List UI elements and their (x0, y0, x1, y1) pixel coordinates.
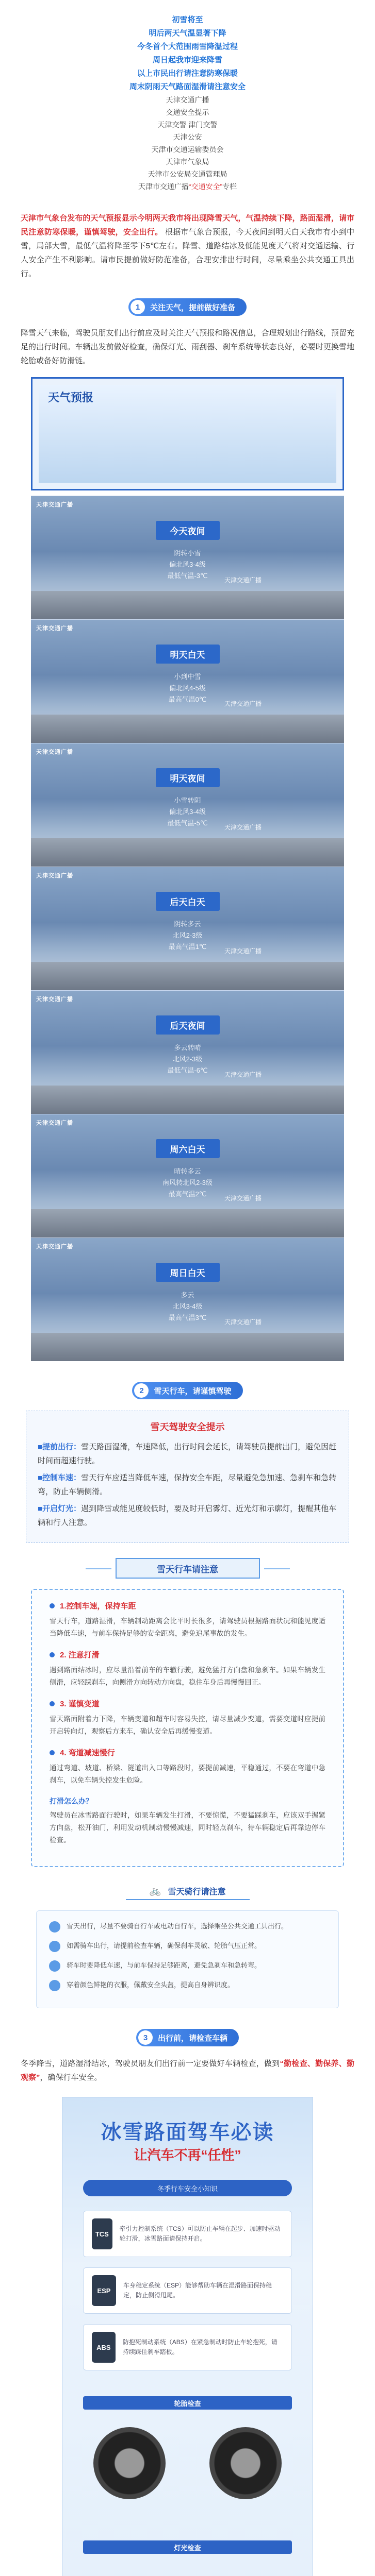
top-link-5[interactable]: 以上市民出行请注意防寒保暖 (137, 69, 238, 78)
safety-quote-title-wrap (38, 1420, 337, 1435)
source-line-6: 天津市气象局 (166, 158, 209, 166)
safety-quote-text: 遇到降雪或能见度较低时，要及时开启雾灯、近光灯和示廓灯，提醒其他车辆和行人注意。 (38, 1504, 337, 1527)
road-image (31, 838, 344, 867)
forecast-card (31, 867, 344, 990)
tip-body: 通过弯道、坡道、桥梁、隧道出入口等路段时，要提前减速，平稳通过，不要在弯道中急刹车，以免车辆失控发生危险。 (50, 1764, 325, 1784)
forecast-detail-line: 北风2-3级 (172, 931, 203, 939)
esp-icon: ESP (92, 2275, 116, 2306)
lead-rest: 根据市气象台预报，今天夜间到明天白天我市有小到中雪，局部大雪，最低气温将降至零下5℃左右。降雪、道路结冰及低能见度天气将对交通运输、行人安全产生不利影响。请市民提前做好防范准备，合理安排出行时间，尽量乘坐公共交通工具出行。 (21, 228, 354, 278)
source-line-7: 天津市公安局交通管理局 (148, 170, 227, 178)
tip-heading (50, 1649, 325, 1660)
section-2-header (0, 1361, 375, 1405)
tip-item (50, 1747, 325, 1787)
forecast-detail-line: 北风3-4级 (172, 1302, 203, 1310)
poster-row (83, 2211, 292, 2257)
source-line-1: 天津交通广播 (166, 96, 209, 104)
forecast-detail-line: 多云 (181, 1291, 194, 1299)
lead-intro: 天津市气象台发布的天气预报显示 (21, 214, 137, 223)
road-image (31, 591, 344, 619)
tip-heading-text: 4. 弯道减速慢行 (60, 1749, 115, 1757)
top-link-6[interactable]: 周末阴雨天气路面湿滑请注意安全 (129, 82, 246, 91)
section-1-number: 1 (131, 300, 145, 314)
poster-row (83, 2324, 292, 2370)
tip-body: 雪天行车，道路湿滑，车辆制动距离会比平时长很多，请驾驶员根据路面状况和能见度适当降低车速，与前车保持足够的安全距离，避免追尾事故的发生。 (50, 1617, 325, 1637)
forecast-detail-line: 偏北风3-4级 (169, 561, 206, 568)
column-line (0, 180, 375, 193)
forecast-detail-line: 小雪转阴 (174, 796, 201, 804)
tire-icon (93, 2427, 166, 2499)
tip-heading (50, 1600, 325, 1611)
forecast-title: 后天白天 (156, 892, 220, 911)
tcs-icon: TCS (92, 2218, 112, 2249)
forecast-watermark: 天津交通广播 (224, 577, 262, 584)
road-image (31, 962, 344, 990)
road-image (31, 715, 344, 743)
list-item (49, 1940, 326, 1952)
forecast-logo: 天津交通广播 (36, 625, 73, 632)
safety-quote-item (38, 1502, 337, 1530)
bullet-circle-icon (49, 1980, 60, 1991)
safety-quote-text: 雪天路面湿滑，车速降低，出行时间会延长，请驾驶员提前出门，避免因赶时间而超速行驶。 (38, 1443, 337, 1465)
section-1-label: 关注天气，提前做好准备 (150, 303, 235, 312)
tip-heading-text: 2. 注意打滑 (60, 1651, 100, 1659)
forecast-watermark: 天津交通广播 (224, 824, 262, 831)
poster-row-text: 牵引力控制系统（TCS）可以防止车辆在起步、加速时驱动轮打滑，冰雪路面请保持开启。 (119, 2225, 281, 2242)
forecast-detail-line: 阴转小雪 (174, 549, 201, 557)
section-1-text: 降雪天气来临，驾驶员朋友们出行前应及时关注天气预报和路况信息，合理规划出行路线，预留充足的出行时间。车辆出发前做好检查，确保灯光、雨刮器、刹车系统等状态良好，必要时更换雪地轮胎或备好防滑链。 (21, 329, 354, 365)
safety-quote-title: 雪天驾驶安全提示 (150, 1422, 225, 1432)
source-line-5: 天津市交通运输委员会 (151, 145, 224, 154)
lead-paragraph (0, 198, 375, 286)
forecast-detail-line: 晴转多云 (174, 1167, 201, 1175)
forecast-detail-line: 小到中雪 (174, 673, 201, 681)
source-line-3: 天津交警 津门交警 (157, 121, 218, 129)
bullet-dot-icon (50, 1603, 55, 1608)
tip-item (50, 1600, 325, 1640)
tip-item (50, 1698, 325, 1738)
forecast-detail-line: 多云转晴 (174, 1044, 201, 1052)
forecast-detail-line: 最高气温0℃ (168, 696, 207, 703)
safety-quote-key: ■控制车速： (38, 1473, 81, 1482)
poster-section-lights: 灯光检查 (83, 2540, 292, 2554)
forecast-title: 周日白天 (156, 1263, 220, 1282)
road-image (31, 1086, 344, 1114)
tip-heading-text: 1.控制车速，保持车距 (60, 1602, 136, 1611)
bullet-dot-icon (50, 1701, 55, 1706)
forecast-logo: 天津交通广播 (36, 1120, 73, 1126)
section-3-header (0, 2008, 375, 2053)
top-link-1[interactable]: 初雪将至 (172, 15, 203, 24)
safety-quote-item (38, 1440, 337, 1468)
section-2-pill (132, 1382, 242, 1399)
bullet-circle-icon (49, 1941, 60, 1952)
road-image (31, 1333, 344, 1361)
section-1-header (0, 286, 375, 322)
forecast-detail-line: 偏北风4-5级 (169, 684, 206, 692)
forecast-title: 周六白天 (156, 1139, 220, 1158)
forecast-logo: 天津交通广播 (36, 749, 73, 755)
poster-band: 冬季行车安全小知识 (83, 2180, 292, 2196)
section-1-pill (128, 298, 247, 316)
column-prefix: 天津市交通广播 (138, 182, 189, 191)
forecast-detail-line: 最高气温2℃ (168, 1190, 207, 1198)
safety-quote-item (38, 1471, 337, 1499)
forecast-card (31, 619, 344, 743)
lead-highlight: 今明两天我市将出现降雪天气，气温持续下降，路面湿滑，请市民注意防寒保暖，谨慎驾驶，安全出行。 (21, 214, 354, 236)
forecast-list (0, 496, 375, 1361)
forecast-title: 今天夜间 (156, 521, 220, 540)
forecast-detail-line: 最低气温-3℃ (167, 572, 208, 580)
bike-tips-list (36, 1910, 339, 2008)
forecast-banner-title: 天气预报 (48, 391, 94, 404)
forecast-detail-line: 北风2-3级 (172, 1055, 203, 1063)
tip-body: 驾驶员在冰雪路面行驶时，如果车辆发生打滑，不要惊慌，不要猛踩刹车，应该双手握紧方向盘，松开油门，利用发动机制动慢慢减速，同时轻点刹车，待车辆稳定后再靠边停车检查。 (50, 1811, 325, 1844)
section-3-text-pre: 冬季降雪，道路湿滑结冰，驾驶员朋友们出行前一定要做好车辆检查，做到 (21, 2059, 280, 2068)
tip-item (50, 1649, 325, 1689)
top-links (0, 0, 375, 198)
bike-tips-heading (126, 1883, 250, 1900)
bullet-circle-icon (49, 1960, 60, 1972)
forecast-watermark: 天津交通广播 (224, 700, 262, 707)
bike-tip-text: 如需骑车出行，请提前检查车辆，确保刹车灵敏、轮胎气压正常。 (67, 1942, 262, 1950)
tip-heading (50, 1698, 325, 1709)
abs-icon: ABS (92, 2332, 116, 2363)
poster-title: 冰雪路面驾车必读 (101, 2121, 274, 2144)
forecast-detail-line: 南风转北风2-3级 (162, 1179, 213, 1187)
tip-question: 打滑怎么办？ (50, 1797, 93, 1805)
column-red: “交通安全” (188, 182, 223, 191)
source-line-2: 交通安全提示 (166, 108, 209, 116)
top-link-2[interactable]: 明后两天气温显著下降 (149, 29, 226, 38)
bike-tip-text: 雪天出行，尽量不要骑自行车或电动自行车，选择乘坐公共交通工具出行。 (67, 1922, 288, 1930)
road-image (31, 1209, 344, 1238)
bike-tip-text: 穿着颜色鲜艳的衣服，佩戴安全头盔，提高自身辨识度。 (67, 1981, 235, 1989)
tip-body: 雪天路面附着力下降，车辆变道和超车时容易失控，请尽量减少变道，需要变道时应提前开启转向灯，观察后方来车，确认安全后再缓慢变道。 (50, 1715, 325, 1735)
list-item (49, 1959, 326, 1972)
section-2-label: 雪天行车，请谨慎驾驶 (154, 1386, 232, 1396)
tire-icon (209, 2427, 282, 2499)
list-item (49, 1979, 326, 1991)
section-3-number: 3 (138, 2030, 153, 2045)
forecast-detail-line: 最高气温1℃ (168, 943, 207, 951)
forecast-detail-line: 最低气温-5℃ (167, 819, 208, 827)
forecast-title: 明天白天 (156, 645, 220, 664)
forecast-watermark: 天津交通广播 (224, 1195, 262, 1202)
list-item (49, 1920, 326, 1933)
safety-quote-box (26, 1411, 349, 1543)
forecast-card (31, 990, 344, 1114)
driving-tips-heading: 雪天行车请注意 (116, 1558, 260, 1579)
bullet-dot-icon (50, 1652, 55, 1657)
section-3-pill (136, 2029, 239, 2046)
forecast-card (31, 1114, 344, 1238)
winter-driving-poster (62, 2097, 313, 2576)
source-line-4: 天津公安 (173, 133, 202, 141)
section-3-label: 出行前，请检查车辆 (157, 2033, 227, 2043)
forecast-title: 明天夜间 (156, 768, 220, 787)
forecast-watermark: 天津交通广播 (224, 1318, 262, 1326)
forecast-card (31, 496, 344, 619)
driving-tips-box (31, 1589, 344, 1867)
poster-row-text: 防抱死制动系统（ABS）在紧急制动时防止车轮抱死，请持续踩住刹车踏板。 (122, 2338, 278, 2355)
poster-section-tires: 轮胎检查 (83, 2396, 292, 2410)
forecast-card (31, 1238, 344, 1361)
poster-subtitle: 让汽车不再“任性” (134, 2147, 241, 2163)
safety-quote-key: ■提前出行： (38, 1443, 81, 1451)
forecast-banner (31, 377, 344, 490)
forecast-detail-line: 阴转多云 (174, 920, 201, 928)
tip-heading (50, 1747, 325, 1758)
column-suffix: 专栏 (222, 182, 237, 191)
forecast-watermark: 天津交通广播 (224, 1071, 262, 1078)
bicycle-icon: 🚲 (149, 1886, 161, 1896)
forecast-watermark: 天津交通广播 (224, 947, 262, 955)
forecast-logo: 天津交通广播 (36, 1244, 73, 1250)
section-3-text (0, 2053, 375, 2089)
top-link-4[interactable]: 周日起我市迎来降雪 (152, 56, 222, 64)
tip-heading-text: 3. 谨慎变道 (60, 1700, 100, 1708)
bullet-circle-icon (49, 1921, 60, 1933)
section-3-text-highlight: “勤检查、勤保养、勤观察” (21, 2059, 354, 2082)
forecast-logo: 天津交通广播 (36, 502, 73, 508)
top-link-3[interactable]: 今冬首个大范围雨雪降温过程 (137, 42, 238, 51)
bullet-dot-icon (50, 1750, 55, 1755)
forecast-logo: 天津交通广播 (36, 873, 73, 879)
bike-tips-heading-text: 雪天骑行请注意 (168, 1887, 226, 1896)
forecast-card (31, 743, 344, 867)
tip-body: 遇到路面结冰时，应尽量沿着前车的车辙行驶，避免猛打方向盘和急刹车。如果车辆发生侧滑，应轻踩刹车，向侧滑方向转动方向盘，稳住车身后再慢慢回正。 (50, 1666, 325, 1686)
forecast-title: 后天夜间 (156, 1015, 220, 1035)
forecast-logo: 天津交通广播 (36, 996, 73, 1003)
safety-quote-key: ■开启灯光： (38, 1504, 81, 1513)
safety-quote-text: 雪天行车应适当降低车速，保持安全车距，尽量避免急加速、急刹车和急转弯，防止车辆侧滑。 (38, 1473, 337, 1496)
poster-row-text: 车身稳定系统（ESP）能够帮助车辆在湿滑路面保持稳定，防止侧滑甩尾。 (123, 2282, 272, 2299)
forecast-detail-line: 偏北风3-4级 (169, 808, 206, 816)
bike-tip-text: 骑车时要降低车速，与前车保持足够距离，避免急刹车和急转弯。 (67, 1961, 262, 1969)
tip-item (50, 1796, 325, 1846)
section-2-number: 2 (134, 1383, 149, 1398)
poster-row (83, 2267, 292, 2314)
forecast-detail-line: 最低气温-6℃ (167, 1066, 208, 1074)
forecast-detail-line: 最高气温3℃ (168, 1314, 207, 1321)
section-3-text-post: ，确保行车安全。 (40, 2073, 102, 2082)
